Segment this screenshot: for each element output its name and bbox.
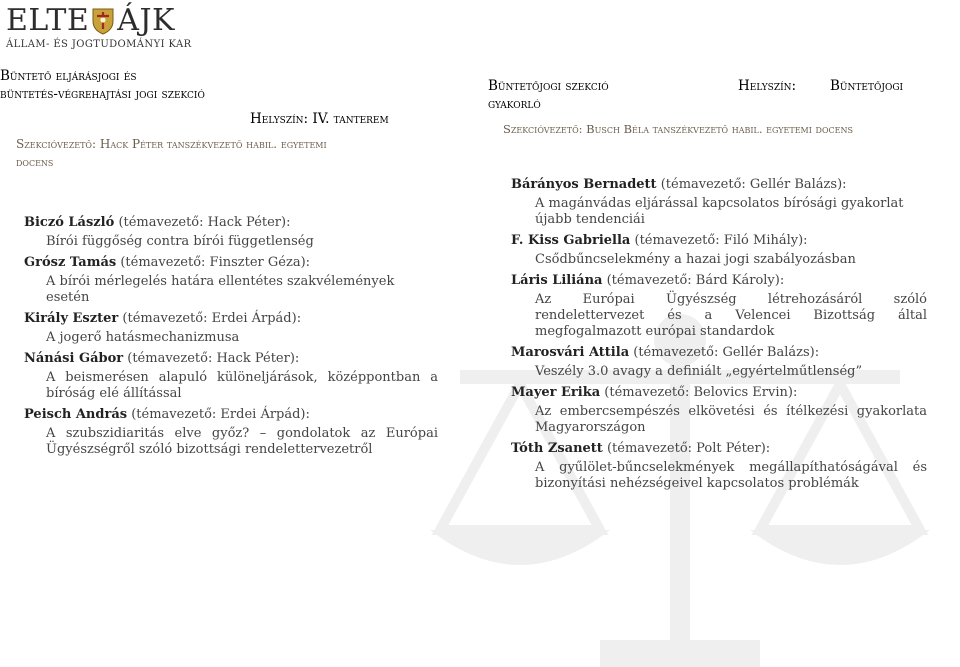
presentation-topic: A szubszidiaritás elve győz? – gondolatok az Európai Ügyészségről szóló bizottsági rendelettervezetről	[46, 426, 438, 457]
elte-ajk-logo	[6, 3, 192, 54]
right-location-value: Büntetőjogi	[830, 78, 904, 94]
student-name: Király Eszter	[24, 311, 119, 326]
advisor: (témavezető: Bárd Károly):	[606, 273, 785, 288]
logo-text-ajk: ÁJK	[117, 3, 175, 38]
left-chair-line1: Szekcióvezető: Hack Péter tanszékvezető habil. egyetemi	[16, 137, 327, 151]
advisor: (témavezető: Finszter Géza):	[120, 255, 311, 270]
list-item	[511, 384, 927, 436]
list-item	[511, 344, 927, 380]
presentation-topic: Csődbűncselekmény a hazai jogi szabályozásban	[535, 252, 856, 267]
right-chair: Szekcióvezető: Busch Béla tanszékvezető habil. egyetemi docens	[503, 122, 853, 136]
left-chair-line2: docens	[16, 155, 54, 169]
presentation-topic: Az embercsempészés elkövetési és ítélkezési gyakorlata Magyarországon	[535, 404, 927, 435]
presentation-topic: Az Európai Ügyészség létrehozásáról szóló rendelettervezet és a Velencei Bizottság által megfogalmazott európai standardok	[535, 292, 927, 339]
presentation-topic: A magánvádas eljárással kapcsolatos bírósági gyakorlat újabb tendenciái	[535, 196, 904, 227]
presentation-topic: A bírói mérlegelés határa ellentétes szakvélemények esetén	[46, 274, 395, 305]
student-name: Peisch András	[24, 407, 128, 422]
list-item	[511, 272, 927, 340]
right-location-value2: gyakorló	[488, 96, 541, 112]
student-name: Marosvári Attila	[511, 345, 630, 360]
list-item	[511, 232, 927, 268]
left-section-title-line1: Büntető eljárásjogi és	[0, 68, 137, 84]
list-item	[511, 176, 927, 228]
student-name: Láris Liliána	[511, 273, 603, 288]
student-name: Nánási Gábor	[24, 351, 124, 366]
student-name: Bárányos Bernadett	[511, 177, 657, 192]
university-crest-icon	[91, 7, 115, 35]
left-location: Helyszín: IV. tanterem	[250, 111, 389, 127]
advisor: (témavezető: Erdei Árpád):	[131, 407, 310, 422]
right-presentation-list	[511, 176, 927, 496]
advisor: (témavezető: Filó Mihály):	[634, 233, 808, 248]
student-name: F. Kiss Gabriella	[511, 233, 631, 248]
right-section-title: Büntetőjogi szekció	[488, 78, 609, 94]
advisor: (témavezető: Hack Péter):	[118, 215, 291, 230]
left-section-title-line2: büntetés-végrehajtási jogi szekció	[0, 86, 205, 102]
presentation-topic: A gyűlölet-bűncselekmények megállapíthatóságával és bizonyítási nehézségeivel kapcsolatos problémák	[535, 460, 927, 491]
presentation-topic: A jogerő hatásmechanizmusa	[46, 330, 240, 345]
logo-text-elte: ELTE	[6, 3, 90, 38]
presentation-topic: Veszély 3.0 avagy a definiált „egyértelműtlenség”	[535, 364, 863, 379]
student-name: Biczó László	[24, 215, 115, 230]
left-presentation-list	[24, 214, 438, 462]
advisor: (témavezető: Polt Péter):	[606, 441, 771, 456]
list-item	[511, 440, 927, 492]
advisor: (témavezető: Hack Péter):	[127, 351, 300, 366]
list-item	[24, 214, 438, 250]
presentation-topic: Bírói függőség contra bírói függetlenség	[46, 234, 314, 249]
presentation-topic: A beismerésen alapuló különeljárások, középpontban a bíróság elé állítással	[46, 370, 438, 401]
advisor: (témavezető: Erdei Árpád):	[122, 311, 302, 326]
student-name: Grósz Tamás	[24, 255, 117, 270]
advisor: (témavezető: Gellér Balázs):	[633, 345, 820, 360]
advisor: (témavezető: Belovics Ervin):	[604, 385, 798, 400]
list-item	[24, 406, 438, 458]
list-item	[24, 310, 438, 346]
list-item	[24, 350, 438, 402]
list-item	[24, 254, 438, 306]
advisor: (témavezető: Gellér Balázs):	[660, 177, 847, 192]
student-name: Mayer Erika	[511, 385, 601, 400]
student-name: Tóth Zsanett	[511, 441, 603, 456]
right-location-label: Helyszín:	[738, 78, 797, 94]
logo-subtitle: ÁLLAM- ÉS JOGTUDOMÁNYI KAR	[6, 39, 192, 50]
